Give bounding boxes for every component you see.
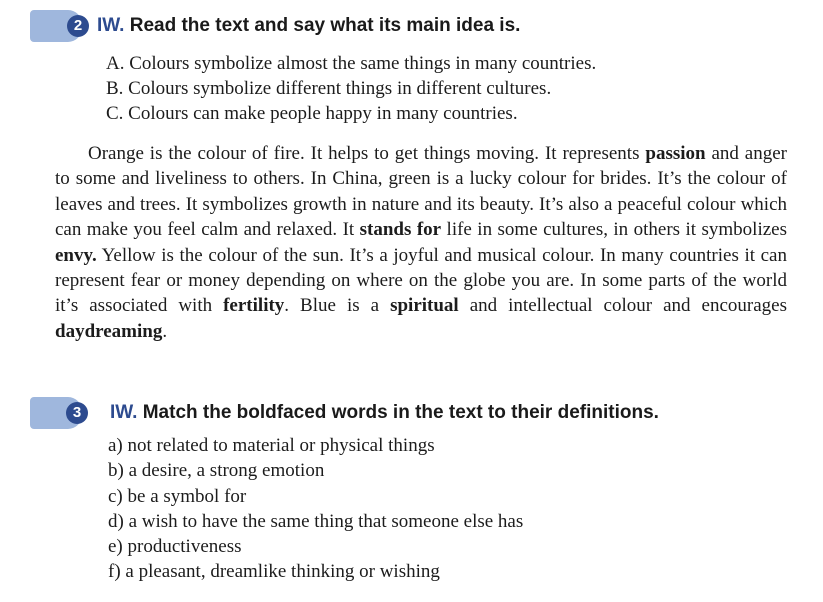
option-c: C. Colours can make people happy in many countries. xyxy=(106,103,518,124)
task-3-header xyxy=(0,397,823,429)
reading-passage xyxy=(55,141,787,344)
bold-word-daydreaming: daydreaming xyxy=(55,320,163,342)
passage-text: . Blue is a xyxy=(284,295,391,317)
passage-text: . xyxy=(162,320,168,342)
passage-text: life in some cultures, in others it symbolizes xyxy=(441,219,787,241)
task-3-title xyxy=(110,402,659,424)
passage-text: and intellectual colour and encourages xyxy=(458,295,787,317)
definition-e: e) productiveness xyxy=(108,536,242,558)
task-2-header xyxy=(0,10,823,42)
bold-word-spiritual: spiritual xyxy=(390,295,459,317)
bold-word-envy: envy. xyxy=(55,244,97,266)
option-b: B. Colours symbolize different things in different cultures. xyxy=(106,78,552,99)
passage-text: and anger to some and liveliness to others. In China, green is a lucky colour for brides. It’s the colour of leaves and trees. It symbolizes growth in nature and its beauty. It’s also a peaceful colour which can make you feel calm and relaxed. It xyxy=(55,143,787,241)
bold-word-fertility: fertility xyxy=(223,295,285,317)
bold-word-passion: passion xyxy=(645,143,706,164)
task-code: IW. xyxy=(97,15,125,36)
passage-text: Yellow is the colour of the sun. It’s a joyful and musical colour. In many countries it can represent fear or money depending on where on the globe you are. In some parts of the world it’s associated with xyxy=(55,244,787,317)
passage-text: Orange is the colour of fire. It helps to get things moving. It represents xyxy=(88,143,646,164)
definition-b: b) a desire, a strong emotion xyxy=(108,460,325,482)
task-instruction: Read the text and say what its main idea is. xyxy=(124,15,521,36)
task-number-badge: 2 xyxy=(67,15,89,37)
task-code: IW. xyxy=(110,402,138,423)
definition-a: a) not related to material or physical things xyxy=(108,435,435,456)
definitions-list xyxy=(108,433,523,585)
task-instruction: Match the boldfaced words in the text to their definitions. xyxy=(137,402,659,423)
definition-f: f) a pleasant, dreamlike thinking or wishing xyxy=(108,561,440,583)
task-number-badge: 3 xyxy=(66,402,88,424)
option-a: A. Colours symbolize almost the same things in many countries. xyxy=(106,53,597,74)
answer-options xyxy=(106,51,596,126)
bold-word-stands-for: stands for xyxy=(359,219,442,241)
definition-c: c) be a symbol for xyxy=(108,485,247,507)
definition-d: d) a wish to have the same thing that someone else has xyxy=(108,510,524,532)
task-2-title xyxy=(97,15,520,37)
